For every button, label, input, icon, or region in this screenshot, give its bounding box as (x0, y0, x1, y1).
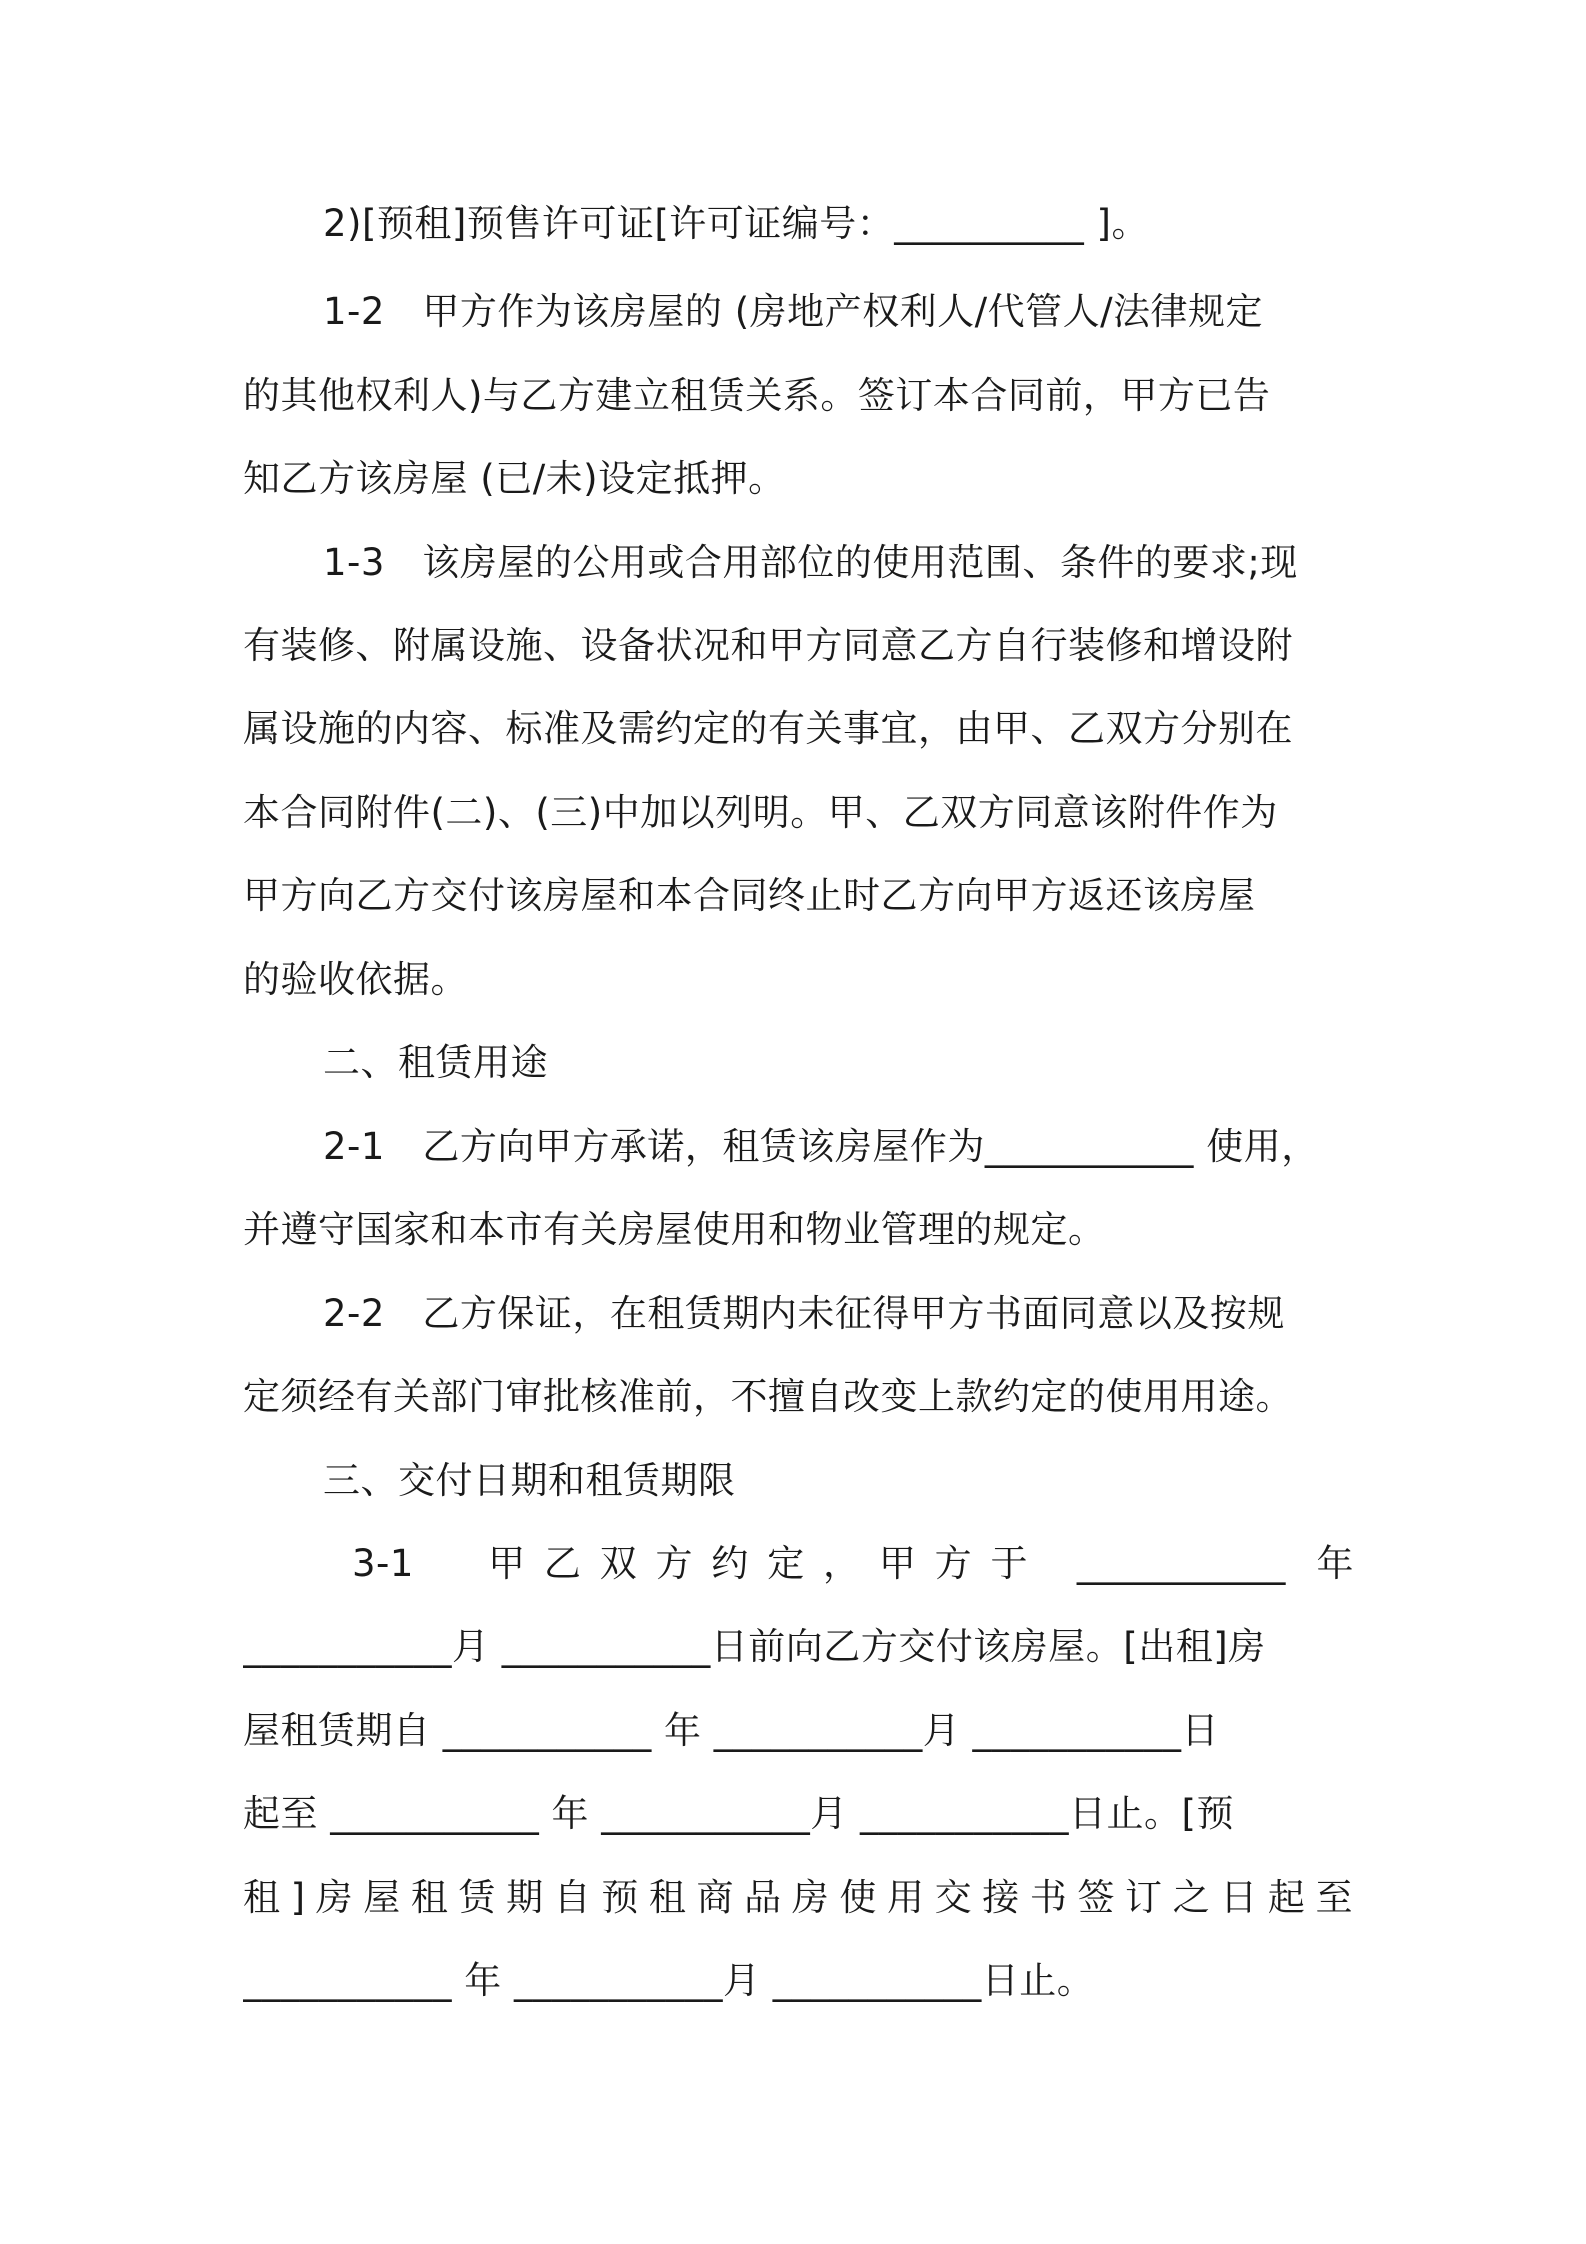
section-heading-3: 三、交付日期和租赁期限 (323, 1459, 736, 1502)
text-line-1-3-f: 的验收依据。 (243, 958, 468, 1001)
text-line-1-2-b: 的其他权利人)与乙方建立租赁关系。签订本合同前，甲方已告 (243, 374, 1271, 417)
section-heading-2: 二、租赁用途 (323, 1041, 548, 1084)
text-line-1-3-e: 甲方向乙方交付该房屋和本合同终止时乙方向甲方返还该房屋 (243, 874, 1256, 917)
text-line-1-3-c: 属设施的内容、标准及需约定的有关事宜，由甲、乙双方分别在 (243, 707, 1293, 750)
text-line-2-1-a: 2-1 乙方向甲方承诺，租赁该房屋作为___________ 使用， (323, 1125, 1319, 1168)
text-line-1-3-a: 1-3 该房屋的公用或合用部位的使用范围、条件的要求;现 (323, 541, 1298, 584)
text-line-3-1-d: 起至 ___________ 年 ___________月 ___________日止。[预 (243, 1792, 1234, 1835)
text-line-2-1-b: 并遵守国家和本市有关房屋使用和物业管理的规定。 (243, 1208, 1106, 1251)
text-line-2-2-a: 2-2 乙方保证，在租赁期内未征得甲方书面同意以及按规 (323, 1292, 1285, 1335)
text-line-3-1-f: ___________ 年 ___________月 ___________日止。 (243, 1959, 1095, 2002)
text-line-3-1-a: 3-1 甲乙双方约定，甲方于 ___________ 年 (352, 1542, 1354, 1585)
text-line-1-3-b: 有装修、附属设施、设备状况和甲方同意乙方自行装修和增设附 (243, 624, 1293, 667)
text-line-3-1-b: ___________月 ___________日前向乙方交付该房屋。[出租]房 (243, 1625, 1266, 1668)
text-line-3-1-c: 屋租赁期自 ___________ 年 ___________月 ___________日 (243, 1709, 1220, 1752)
text-line-1-3-d: 本合同附件(二)、(三)中加以列明。甲、乙双方同意该附件作为 (243, 791, 1278, 834)
text-line-1-2-a: 1-2 甲方作为该房屋的 (房地产权利人/代管人/法律规定 (323, 290, 1264, 333)
text-line-license: 2)[预租]预售许可证[许可证编号：__________ ]。 (323, 202, 1149, 245)
text-line-1-2-c: 知乙方该房屋 (已/未)设定抵押。 (243, 457, 786, 500)
text-line-3-1-e: 租]房屋租赁期自预租商品房使用交接书签订之日起至 (243, 1876, 1353, 1919)
text-line-2-2-b: 定须经有关部门审批核准前，不擅自改变上款约定的使用用途。 (243, 1375, 1293, 1418)
